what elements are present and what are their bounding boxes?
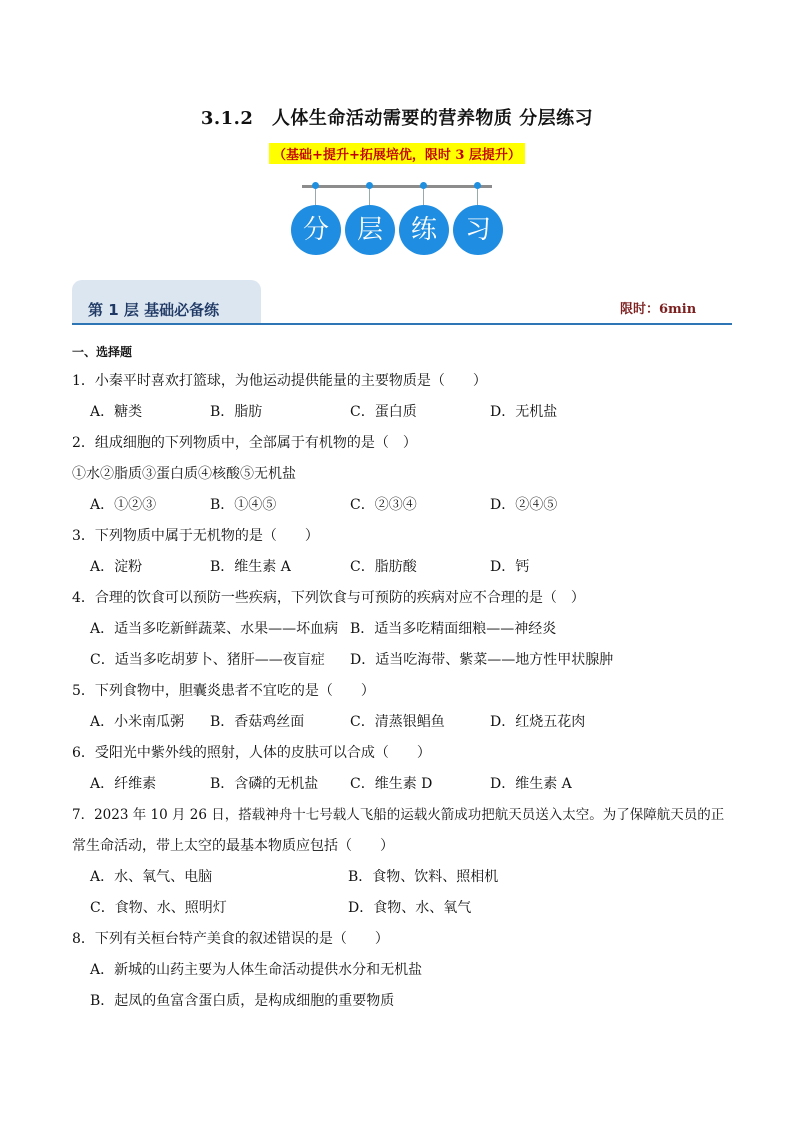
question-stem: 6．受阳光中紫外线的照射，人体的皮肤可以合成（ ） — [72, 745, 431, 761]
option[interactable]: C．清蒸银鲳鱼 — [350, 714, 445, 730]
rail-dot — [312, 182, 319, 189]
question-stem: 4．合理的饮食可以预防一些疾病，下列饮食与可预防的疾病对应不合理的是（ ） — [72, 590, 585, 606]
option[interactable]: B．适当多吃精面细粮——神经炎 — [350, 621, 557, 637]
badge-fen: 分 — [291, 205, 341, 255]
page-title: 3.1.2 人体生命活动需要的营养物质 分层练习 — [200, 108, 594, 129]
options-row — [72, 862, 732, 893]
option[interactable]: D．食物、水、氧气 — [348, 900, 472, 916]
option[interactable]: B．①④⑤ — [210, 497, 277, 513]
time-limit: 限时：6min — [620, 302, 697, 317]
option[interactable]: D．适当吃海带、紫菜——地方性甲状腺肿 — [350, 652, 614, 668]
question-list — [72, 338, 732, 1017]
question-stem-cont: 常生命活动，带上太空的最基本物质应包括（ ） — [72, 838, 394, 854]
options-row — [72, 645, 732, 676]
decor-rail — [302, 185, 492, 188]
option[interactable]: B．含磷的无机盐 — [210, 776, 319, 792]
option[interactable]: A．纤维素 — [90, 776, 157, 792]
badge-ceng: 层 — [345, 205, 395, 255]
rail-dot — [474, 182, 481, 189]
question-stem: 3．下列物质中属于无机物的是（ ） — [72, 528, 319, 544]
options-row — [72, 614, 732, 645]
section-divider — [72, 323, 732, 325]
option[interactable]: D．红烧五花肉 — [490, 714, 586, 730]
options-row — [72, 397, 732, 428]
options-row — [72, 769, 732, 800]
section-label: 第 1 层 基础必备练 — [88, 301, 220, 319]
option[interactable]: D．维生素 A — [490, 776, 572, 792]
options-row — [72, 552, 732, 583]
page-subtitle: （基础+提升+拓展培优，限时 3 层提升） — [269, 143, 525, 164]
option[interactable]: D．无机盐 — [490, 404, 558, 420]
option[interactable]: C．适当多吃胡萝卜、猪肝——夜盲症 — [90, 652, 325, 668]
option[interactable]: A．新城的山药主要为人体生命活动提供水分和无机盐 — [90, 962, 423, 978]
option[interactable]: C．食物、水、照明灯 — [90, 900, 227, 916]
option[interactable]: A．糖类 — [90, 404, 143, 420]
question-stem: 2．组成细胞的下列物质中，全部属于有机物的是（ ） — [72, 435, 417, 451]
option[interactable]: A．淀粉 — [90, 559, 143, 575]
option[interactable]: A．水、氧气、电脑 — [90, 869, 213, 885]
badge-lian: 练 — [399, 205, 449, 255]
question-extra: ①水②脂质③蛋白质④核酸⑤无机盐 — [72, 466, 296, 482]
option[interactable]: A．小米南瓜粥 — [90, 714, 185, 730]
option[interactable]: D．钙 — [490, 559, 530, 575]
question-stem: 5．下列食物中，胆囊炎患者不宜吃的是（ ） — [72, 683, 375, 699]
option[interactable]: B．维生素 A — [210, 559, 291, 575]
option[interactable]: D．②④⑤ — [490, 497, 558, 513]
option[interactable]: A．①②③ — [90, 497, 157, 513]
option[interactable]: B．香菇鸡丝面 — [210, 714, 305, 730]
question-stem: 7．2023 年 10 月 26 日，搭载神舟十七号载人飞船的运载火箭成功把航天员送入太空。为了保障航天员的正 — [72, 807, 725, 823]
option[interactable]: C．维生素 D — [350, 776, 433, 792]
question-stem: 1．小秦平时喜欢打篮球，为他运动提供能量的主要物质是（ ） — [72, 373, 487, 389]
option[interactable]: C．脂肪酸 — [350, 559, 417, 575]
rail-dot — [420, 182, 427, 189]
option[interactable]: A．适当多吃新鲜蔬菜、水果——坏血病 — [90, 621, 339, 637]
options-row — [72, 893, 732, 924]
question-stem: 8．下列有关桓台特产美食的叙述错误的是（ ） — [72, 931, 389, 947]
options-row — [72, 490, 732, 521]
badge-xi: 习 — [453, 205, 503, 255]
option[interactable]: C．蛋白质 — [350, 404, 417, 420]
rail-dot — [366, 182, 373, 189]
option[interactable]: B．食物、饮料、照相机 — [348, 869, 499, 885]
part-heading: 一、选择题 — [72, 345, 133, 359]
option[interactable]: C．②③④ — [350, 497, 417, 513]
options-row — [72, 707, 732, 738]
option[interactable]: B．起凤的鱼富含蛋白质，是构成细胞的重要物质 — [90, 993, 395, 1009]
option[interactable]: B．脂肪 — [210, 404, 263, 420]
